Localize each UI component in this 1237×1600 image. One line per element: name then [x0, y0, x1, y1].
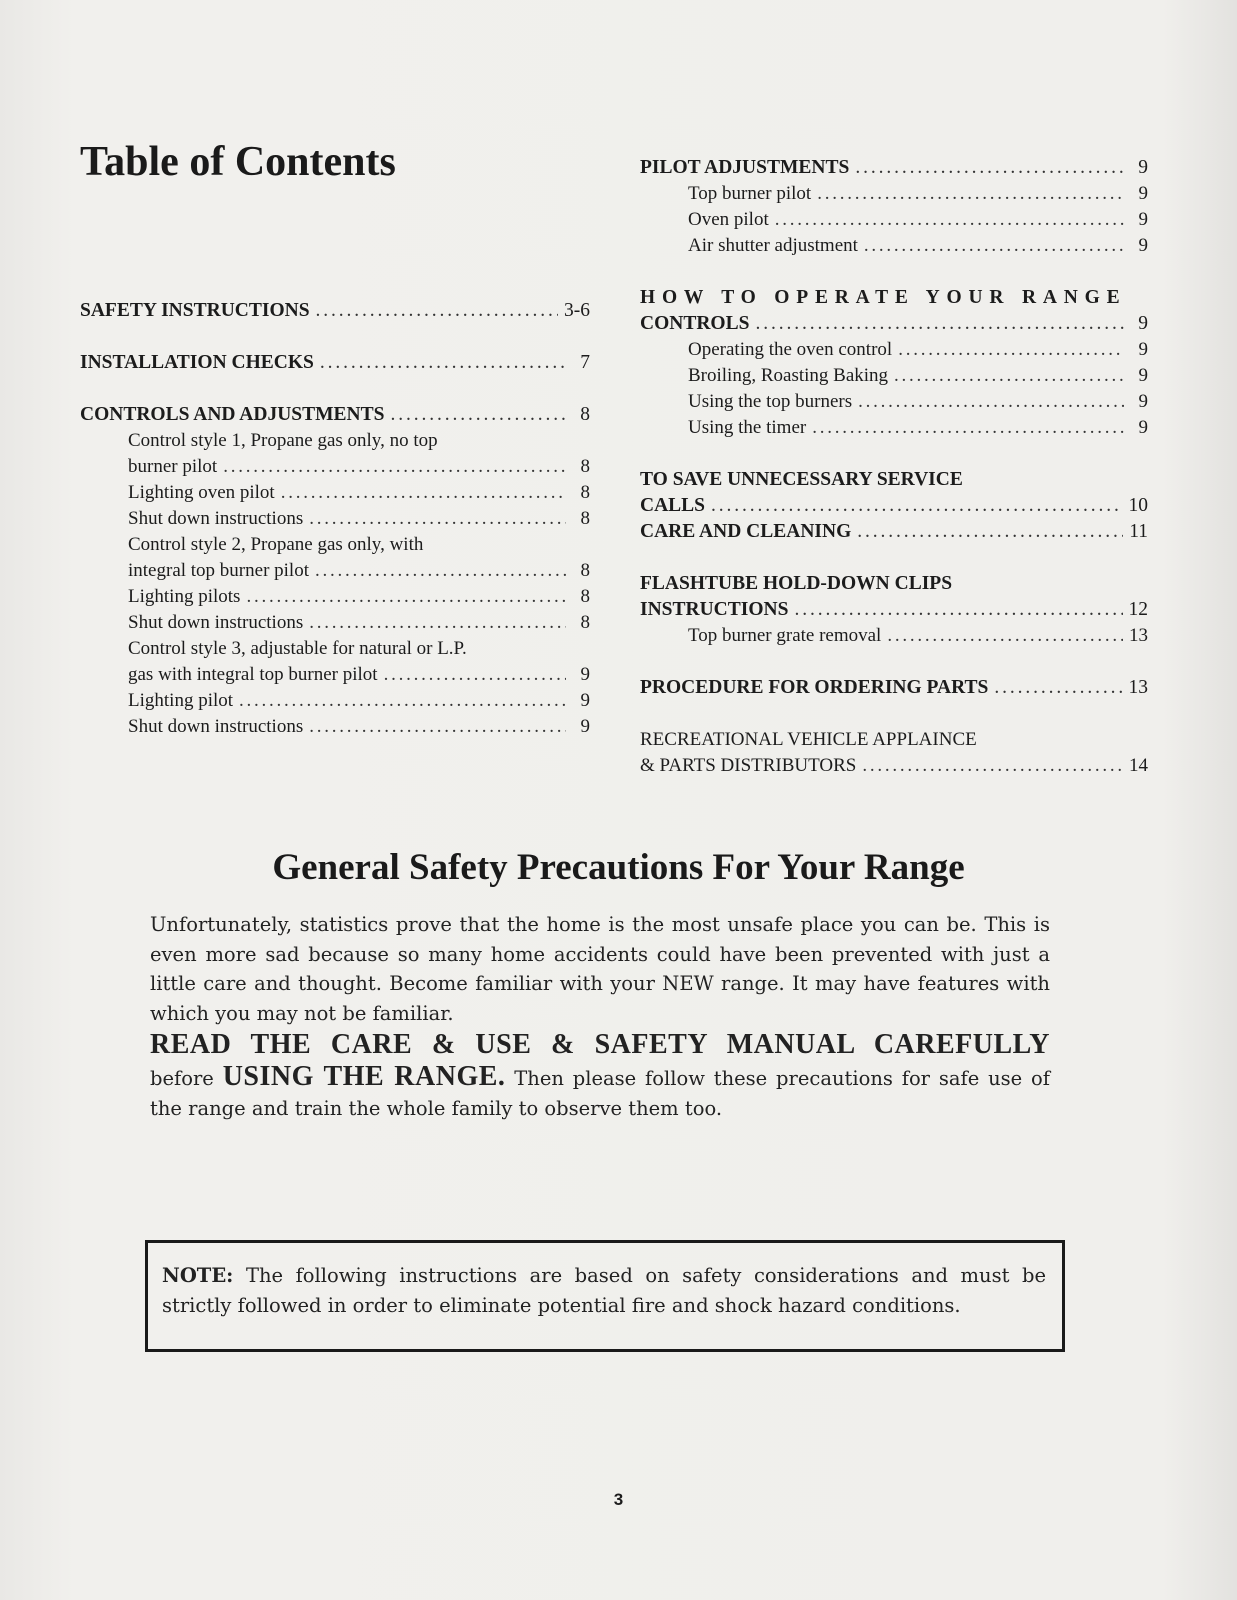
- toc-entry-label: Broiling, Roasting Baking: [688, 365, 889, 386]
- toc-entry-page: 9: [1138, 391, 1148, 412]
- toc-entry: [640, 207, 1148, 233]
- toc-leader-dots: [775, 207, 1124, 233]
- page-number: 3: [613, 1490, 624, 1509]
- toc-entry-label: Control style 1, Propane gas only, no top: [128, 430, 438, 451]
- toc-entry-page: 9: [1138, 313, 1148, 334]
- toc-entry: [640, 571, 1148, 597]
- toc-entry-page: 8: [580, 404, 590, 425]
- toc-entry-label: Lighting pilots: [128, 586, 241, 607]
- safety-emphasis: READ THE CARE & USE & SAFETY MANUAL CAREFULLY: [150, 1029, 1050, 1060]
- toc-leader-dots: [316, 298, 558, 324]
- toc-entry-label: CALLS: [640, 495, 706, 516]
- safety-emphasis-2: USING THE RANGE.: [222, 1061, 506, 1092]
- toc-entry-page: 9: [1138, 365, 1148, 386]
- toc-entry-page: 9: [580, 716, 590, 737]
- toc-entry-label: PROCEDURE FOR ORDERING PARTS: [640, 677, 989, 698]
- toc-leader-dots: [894, 363, 1124, 389]
- toc-entry: [640, 285, 1148, 311]
- note-text: [162, 1261, 1046, 1321]
- toc-entry: [640, 727, 1148, 753]
- toc-leader-dots: [864, 233, 1124, 259]
- toc-entry: [640, 519, 1148, 545]
- toc-leader-dots: [711, 493, 1122, 519]
- toc-leader-dots: [281, 480, 566, 506]
- toc-leader-dots: [390, 402, 566, 428]
- toc-spacer: [640, 259, 1148, 285]
- toc-entry-label: Lighting oven pilot: [128, 482, 275, 503]
- toc-entry: [80, 428, 590, 454]
- toc-entry: [80, 714, 590, 740]
- toc-entry: [80, 636, 590, 662]
- toc-entry: [640, 415, 1148, 441]
- toc-entry: [80, 662, 590, 688]
- toc-entry-label: Control style 2, Propane gas only, with: [128, 534, 424, 555]
- toc-leader-dots: [384, 662, 566, 688]
- toc-entry: [640, 389, 1148, 415]
- toc-leader-dots: [755, 311, 1124, 337]
- toc-leader-dots: [862, 753, 1123, 779]
- toc-entry-label: FLASHTUBE HOLD-DOWN CLIPS: [640, 573, 953, 594]
- toc-entry-label: PILOT ADJUSTMENTS: [640, 157, 850, 178]
- note-box: [145, 1240, 1065, 1352]
- toc-entry-page: 8: [580, 482, 590, 503]
- toc-leader-dots: [887, 623, 1123, 649]
- toc-leader-dots: [858, 389, 1124, 415]
- toc-entry-label: INSTRUCTIONS: [640, 599, 789, 620]
- toc-entry-page: 9: [1138, 339, 1148, 360]
- toc-entry-label: INSTALLATION CHECKS: [80, 352, 314, 373]
- toc-spacer: [640, 701, 1148, 727]
- toc-entry-page: 8: [580, 612, 590, 633]
- toc-leader-dots: [320, 350, 566, 376]
- toc-leader-dots: [246, 584, 566, 610]
- toc-entry: [640, 311, 1148, 337]
- toc-title: Table of Contents: [80, 139, 396, 185]
- toc-entry: [640, 753, 1148, 779]
- toc-entry-page: 8: [580, 508, 590, 529]
- toc-entry-label: Oven pilot: [688, 209, 769, 230]
- toc-entry-label: HOW TO OPERATE YOUR RANGE: [640, 287, 1127, 308]
- toc-leader-dots: [898, 337, 1124, 363]
- safety-body: [150, 910, 1050, 1123]
- toc-entry-page: 3-6: [564, 300, 590, 321]
- toc-entry: [640, 155, 1148, 181]
- toc-entry: [640, 493, 1148, 519]
- safety-paragraph: Unfortunately, statistics prove that the home is the most unsafe place you can be. This is even more sad because so many home accidents could have been prevented with just a little care and thought. Become familiar with your NEW range. It may have features with which you may not be familiar.: [150, 913, 1050, 1025]
- toc-entry: [640, 363, 1148, 389]
- toc-left-column: [80, 298, 590, 740]
- toc-entry-page: 9: [1138, 157, 1148, 178]
- toc-entry: [640, 181, 1148, 207]
- toc-entry-label: TO SAVE UNNECESSARY SERVICE: [640, 469, 963, 490]
- toc-leader-dots: [794, 597, 1122, 623]
- toc-entry: [80, 558, 590, 584]
- toc-entry: [80, 506, 590, 532]
- toc-entry-page: 12: [1128, 599, 1148, 620]
- toc-entry-page: 7: [580, 352, 590, 373]
- toc-entry: [80, 454, 590, 480]
- toc-entry-label: Lighting pilot: [128, 690, 234, 711]
- toc-entry-label: CONTROLS: [640, 313, 750, 334]
- toc-leader-dots: [309, 610, 566, 636]
- toc-entry-label: CONTROLS AND ADJUSTMENTS: [80, 404, 385, 425]
- toc-entry-page: 11: [1129, 521, 1148, 542]
- toc-entry-label: Operating the oven control: [688, 339, 893, 360]
- toc-leader-dots: [239, 688, 566, 714]
- safety-title: General Safety Precautions For Your Range: [272, 847, 965, 888]
- toc-leader-dots: [812, 415, 1124, 441]
- toc-leader-dots: [817, 181, 1124, 207]
- safety-closing-paragraph: [150, 1062, 1050, 1123]
- toc-entry-label: Shut down instructions: [128, 508, 304, 529]
- toc-entry-page: 8: [580, 586, 590, 607]
- toc-spacer: [80, 324, 590, 350]
- toc-entry-label: RECREATIONAL VEHICLE APPLAINCE: [640, 729, 977, 750]
- toc-entry-page: 8: [580, 456, 590, 477]
- toc-entry-page: 9: [1138, 235, 1148, 256]
- toc-entry-page: 9: [580, 690, 590, 711]
- toc-entry: [80, 350, 590, 376]
- toc-entry-page: 9: [1138, 417, 1148, 438]
- toc-entry: [640, 337, 1148, 363]
- toc-entry-label: & PARTS DISTRIBUTORS: [640, 755, 857, 776]
- toc-leader-dots: [223, 454, 566, 480]
- toc-entry: [80, 688, 590, 714]
- toc-entry: [80, 584, 590, 610]
- toc-entry-page: 10: [1128, 495, 1148, 516]
- toc-entry-label: gas with integral top burner pilot: [128, 664, 378, 685]
- toc-entry-label: Shut down instructions: [128, 716, 304, 737]
- toc-entry-label: Shut down instructions: [128, 612, 304, 633]
- note-label: NOTE:: [162, 1264, 234, 1287]
- toc-entry-label: Using the timer: [688, 417, 807, 438]
- toc-entry-label: burner pilot: [128, 456, 218, 477]
- toc-leader-dots: [855, 155, 1124, 181]
- toc-entry-page: 9: [580, 664, 590, 685]
- toc-entry-label: SAFETY INSTRUCTIONS: [80, 300, 310, 321]
- toc-entry-label: Air shutter adjustment: [688, 235, 858, 256]
- toc-entry: [80, 610, 590, 636]
- toc-entry-label: CARE AND CLEANING: [640, 521, 852, 542]
- toc-entry-label: Using the top burners: [688, 391, 853, 412]
- toc-entry-label: integral top burner pilot: [128, 560, 309, 581]
- toc-spacer: [640, 649, 1148, 675]
- toc-spacer: [640, 441, 1148, 467]
- toc-entry-page: 9: [1138, 209, 1148, 230]
- toc-entry-page: 14: [1129, 755, 1148, 776]
- toc-entry: [640, 623, 1148, 649]
- toc-leader-dots: [309, 714, 566, 740]
- toc-entry: [640, 675, 1148, 701]
- toc-entry-page: 8: [580, 560, 590, 581]
- toc-entry: [80, 532, 590, 558]
- toc-right-column: [640, 155, 1148, 779]
- toc-entry: [80, 402, 590, 428]
- safety-closing: Then please follow these precautions for safe use of the range and train the whole family to observe them too.: [150, 1067, 1050, 1120]
- toc-leader-dots: [309, 506, 566, 532]
- toc-entry-page: 9: [1138, 183, 1148, 204]
- toc-entry-page: 13: [1128, 677, 1148, 698]
- toc-entry-page: 13: [1129, 625, 1148, 646]
- safety-before-word: before: [150, 1067, 214, 1090]
- toc-entry: [640, 467, 1148, 493]
- toc-spacer: [80, 376, 590, 402]
- toc-entry: [640, 233, 1148, 259]
- toc-spacer: [640, 545, 1148, 571]
- toc-entry: [80, 298, 590, 324]
- toc-entry: [80, 480, 590, 506]
- toc-entry-label: Top burner pilot: [688, 183, 812, 204]
- toc-leader-dots: [315, 558, 566, 584]
- note-body: The following instructions are based on safety considerations and must be strictly followed in order to eliminate potential fire and shock hazard conditions.: [162, 1264, 1046, 1317]
- toc-entry: [640, 597, 1148, 623]
- toc-leader-dots: [994, 675, 1122, 701]
- toc-entry-label: Control style 3, adjustable for natural or L.P.: [128, 638, 467, 659]
- toc-entry-label: Top burner grate removal: [688, 625, 882, 646]
- toc-leader-dots: [857, 519, 1123, 545]
